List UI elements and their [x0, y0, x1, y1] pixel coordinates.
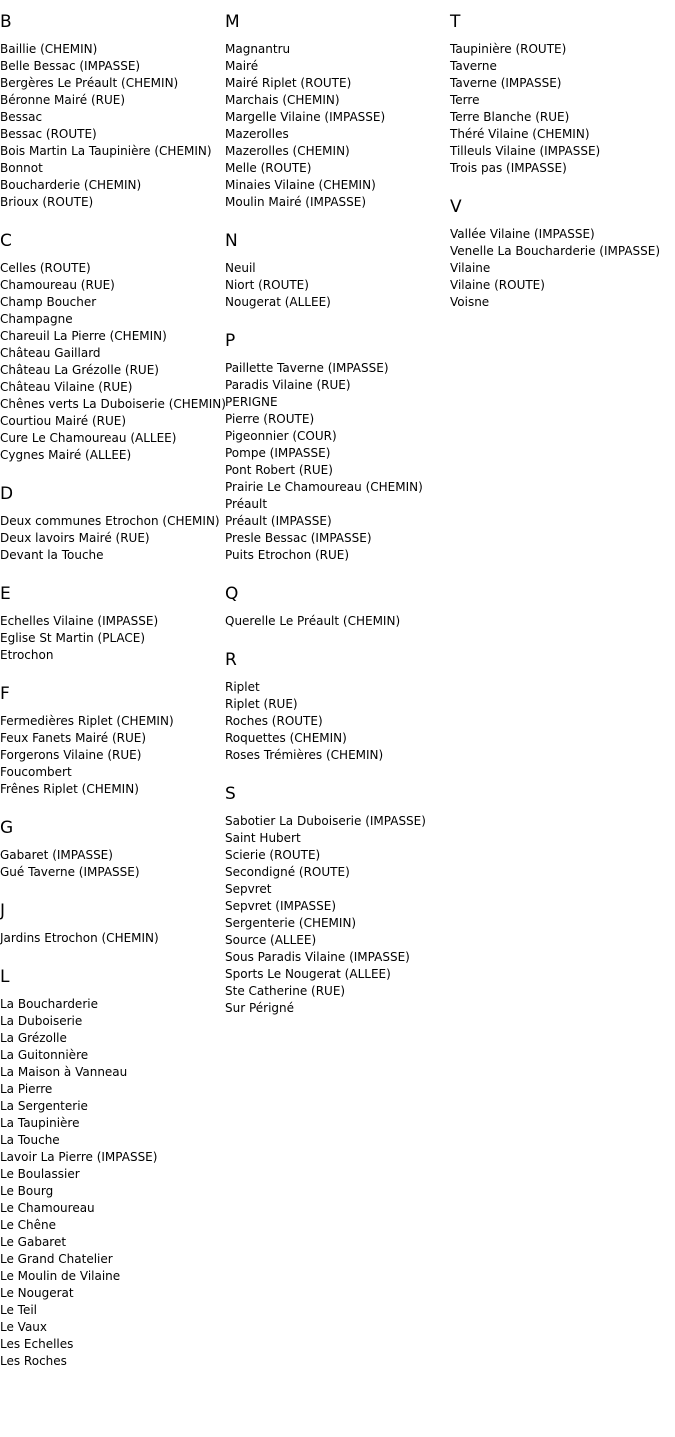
street-item: Mairé Riplet (ROUTE): [225, 76, 352, 90]
street-item: Magnantru: [225, 42, 291, 56]
street-item: Forgerons Vilaine (RUE): [0, 748, 142, 762]
street-item: La Sergenterie: [0, 1099, 88, 1113]
street-item: Eglise St Martin (PLACE): [0, 631, 146, 645]
street-item: Taverne (IMPASSE): [450, 76, 562, 90]
street-item: La Boucharderie: [0, 997, 98, 1011]
street-item: Pompe (IMPASSE): [225, 446, 331, 460]
street-item: Chareuil La Pierre (CHEMIN): [0, 329, 167, 343]
street-item: Devant la Touche: [0, 548, 104, 562]
street-item: Moulin Mairé (IMPASSE): [225, 195, 367, 209]
letter-group-e: [0, 583, 220, 664]
street-item: Bessac: [0, 110, 43, 124]
street-list: [0, 847, 220, 881]
street-item: Vilaine (ROUTE): [450, 278, 545, 292]
letter-group-s: [225, 783, 445, 1017]
street-list: [450, 226, 670, 311]
letter-group-v: [450, 196, 670, 311]
street-item: La Pierre: [0, 1082, 53, 1096]
street-item: Echelles Vilaine (IMPASSE): [0, 614, 159, 628]
letter-heading: F: [0, 684, 10, 704]
letter-heading: R: [225, 650, 237, 670]
street-item: Querelle Le Préault (CHEMIN): [225, 614, 401, 628]
street-item: Secondigné (ROUTE): [225, 865, 350, 879]
street-item: Boucharderie (CHEMIN): [0, 178, 142, 192]
street-item: Le Moulin de Vilaine: [0, 1269, 121, 1283]
letter-group-f: [0, 683, 220, 798]
street-item: Venelle La Boucharderie (IMPASSE): [450, 244, 661, 258]
street-item: Roquettes (CHEMIN): [225, 731, 347, 745]
street-item: Terre: [450, 93, 480, 107]
street-item: Source (ALLEE): [225, 933, 317, 947]
street-item: Saint Hubert: [225, 831, 301, 845]
letter-heading: J: [0, 901, 6, 921]
street-item: Préault (IMPASSE): [225, 514, 332, 528]
street-item: Mairé: [225, 59, 259, 73]
street-item: Sepvret (IMPASSE): [225, 899, 337, 913]
letter-group-m: [225, 11, 445, 211]
street-item: Jardins Etrochon (CHEMIN): [0, 931, 159, 945]
street-item: Château Vilaine (RUE): [0, 380, 133, 394]
letter-heading: L: [0, 967, 10, 987]
street-item: Sur Périgné: [225, 1001, 295, 1015]
street-item: Château La Grézolle (RUE): [0, 363, 159, 377]
street-item: Fermedières Riplet (CHEMIN): [0, 714, 174, 728]
street-item: Tilleuls Vilaine (IMPASSE): [450, 144, 601, 158]
street-item: La Maison à Vanneau: [0, 1065, 128, 1079]
street-item: Riplet: [225, 680, 260, 694]
street-item: Champagne: [0, 312, 73, 326]
index-column-2: [225, 11, 445, 1036]
letter-group-r: [225, 649, 445, 764]
street-item: Cure Le Chamoureau (ALLEE): [0, 431, 177, 445]
street-item: Celles (ROUTE): [0, 261, 91, 275]
street-item: Deux communes Etrochon (CHEMIN): [0, 514, 220, 528]
letter-heading: V: [450, 197, 462, 217]
street-item: Le Nougerat: [0, 1286, 74, 1300]
street-item: Margelle Vilaine (IMPASSE): [225, 110, 386, 124]
letter-heading: Q: [225, 584, 239, 604]
street-item: Taverne: [450, 59, 497, 73]
letter-heading: S: [225, 784, 236, 804]
street-item: Bessac (ROUTE): [0, 127, 97, 141]
street-item: La Touche: [0, 1133, 60, 1147]
street-item: Le Grand Chatelier: [0, 1252, 113, 1266]
street-item: Sous Paradis Vilaine (IMPASSE): [225, 950, 410, 964]
street-item: Pont Robert (RUE): [225, 463, 333, 477]
letter-group-q: [225, 583, 445, 630]
street-item: La Taupinière: [0, 1116, 80, 1130]
street-item: Le Chêne: [0, 1218, 57, 1232]
street-list: [225, 813, 445, 1017]
street-item: Chênes verts La Duboiserie (CHEMIN): [0, 397, 226, 411]
street-item: Préault: [225, 497, 268, 511]
street-item: Mazerolles: [225, 127, 289, 141]
street-item: Niort (ROUTE): [225, 278, 309, 292]
letter-group-d: [0, 483, 220, 564]
street-item: Pierre (ROUTE): [225, 412, 315, 426]
street-item: Scierie (ROUTE): [225, 848, 321, 862]
letter-group-l: [0, 966, 220, 1370]
street-item: Le Bourg: [0, 1184, 54, 1198]
street-item: Le Boulassier: [0, 1167, 80, 1181]
street-item: Presle Bessac (IMPASSE): [225, 531, 372, 545]
street-item: Gué Taverne (IMPASSE): [0, 865, 140, 879]
street-list: [225, 679, 445, 764]
street-item: Trois pas (IMPASSE): [450, 161, 567, 175]
street-item: Mazerolles (CHEMIN): [225, 144, 350, 158]
street-item: Champ Boucher: [0, 295, 97, 309]
street-item: Minaies Vilaine (CHEMIN): [225, 178, 376, 192]
street-item: Sports Le Nougerat (ALLEE): [225, 967, 391, 981]
street-item: Sepvret: [225, 882, 272, 896]
street-list: [450, 41, 670, 177]
street-item: Taupinière (ROUTE): [450, 42, 567, 56]
street-item: PERIGNE: [225, 395, 278, 409]
street-item: Frênes Riplet (CHEMIN): [0, 782, 139, 796]
street-item: Courtiou Mairé (RUE): [0, 414, 127, 428]
street-item: La Duboiserie: [0, 1014, 83, 1028]
letter-heading: C: [0, 231, 12, 251]
street-list: [0, 930, 220, 947]
street-item: Pigeonnier (COUR): [225, 429, 337, 443]
street-item: Bonnot: [0, 161, 43, 175]
street-item: Chamoureau (RUE): [0, 278, 115, 292]
street-item: Voisne: [450, 295, 490, 309]
street-item: Terre Blanche (RUE): [450, 110, 570, 124]
letter-group-j: [0, 900, 220, 947]
street-list: [0, 996, 220, 1370]
street-item: La Guitonnière: [0, 1048, 89, 1062]
street-item: Les Roches: [0, 1354, 67, 1368]
street-item: Sergenterie (CHEMIN): [225, 916, 357, 930]
street-list: [0, 713, 220, 798]
street-item: Le Teil: [0, 1303, 38, 1317]
street-list: [225, 360, 445, 564]
street-item: Etrochon: [0, 648, 54, 662]
street-item: Belle Bessac (IMPASSE): [0, 59, 141, 73]
street-item: Nougerat (ALLEE): [225, 295, 331, 309]
street-item: Ste Catherine (RUE): [225, 984, 346, 998]
street-item: Puits Etrochon (RUE): [225, 548, 350, 562]
street-item: Le Gabaret: [0, 1235, 67, 1249]
street-item: Bois Martin La Taupinière (CHEMIN): [0, 144, 212, 158]
letter-heading: D: [0, 484, 14, 504]
street-item: Baillie (CHEMIN): [0, 42, 98, 56]
street-item: Le Chamoureau: [0, 1201, 95, 1215]
street-item: Le Vaux: [0, 1320, 48, 1334]
letter-heading: E: [0, 584, 11, 604]
street-item: Roses Trémières (CHEMIN): [225, 748, 384, 762]
street-item: Bergères Le Préault (CHEMIN): [0, 76, 179, 90]
street-item: Sabotier La Duboiserie (IMPASSE): [225, 814, 426, 828]
street-list: [0, 513, 220, 564]
street-list: [0, 613, 220, 664]
letter-group-b: [0, 11, 220, 211]
street-item: Neuil: [225, 261, 256, 275]
street-item: Château Gaillard: [0, 346, 101, 360]
street-item: Deux lavoirs Mairé (RUE): [0, 531, 150, 545]
letter-heading: G: [0, 818, 14, 838]
street-item: Marchais (CHEMIN): [225, 93, 340, 107]
street-list: [225, 260, 445, 311]
street-item: Foucombert: [0, 765, 72, 779]
letter-heading: M: [225, 12, 240, 32]
letter-group-g: [0, 817, 220, 881]
street-list: [225, 613, 445, 630]
index-column-1: [0, 11, 226, 1389]
letter-group-c: [0, 230, 226, 464]
street-item: Paillette Taverne (IMPASSE): [225, 361, 389, 375]
street-item: Roches (ROUTE): [225, 714, 323, 728]
street-list: [0, 260, 226, 464]
letter-group-t: [450, 11, 670, 177]
street-item: Théré Vilaine (CHEMIN): [450, 127, 590, 141]
index-column-3: [450, 11, 670, 330]
street-item: Vilaine: [450, 261, 491, 275]
street-item: Feux Fanets Mairé (RUE): [0, 731, 147, 745]
street-item: Lavoir La Pierre (IMPASSE): [0, 1150, 158, 1164]
street-list: [225, 41, 445, 211]
street-item: Gabaret (IMPASSE): [0, 848, 113, 862]
street-item: Les Echelles: [0, 1337, 74, 1351]
street-item: Paradis Vilaine (RUE): [225, 378, 351, 392]
letter-group-p: [225, 330, 445, 564]
street-item: Brioux (ROUTE): [0, 195, 94, 209]
street-item: La Grézolle: [0, 1031, 67, 1045]
letter-group-n: [225, 230, 445, 311]
letter-heading: N: [225, 231, 238, 251]
street-item: Prairie Le Chamoureau (CHEMIN): [225, 480, 423, 494]
street-item: Riplet (RUE): [225, 697, 298, 711]
street-item: Béronne Mairé (RUE): [0, 93, 126, 107]
letter-heading: B: [0, 12, 12, 32]
street-item: Melle (ROUTE): [225, 161, 312, 175]
street-item: Vallée Vilaine (IMPASSE): [450, 227, 595, 241]
letter-heading: T: [450, 12, 461, 32]
street-item: Cygnes Mairé (ALLEE): [0, 448, 132, 462]
letter-heading: P: [225, 331, 236, 351]
street-list: [0, 41, 220, 211]
